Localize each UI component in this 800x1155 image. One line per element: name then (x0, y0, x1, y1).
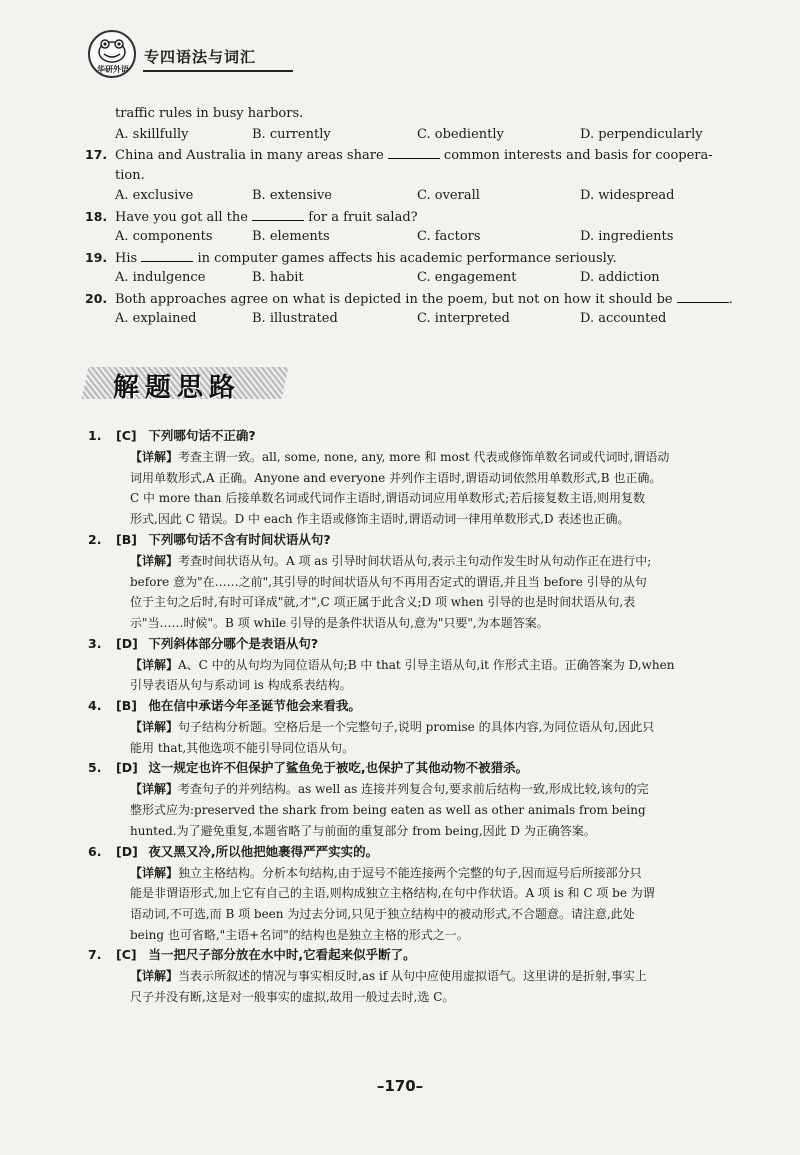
option-c: C. factors (417, 229, 481, 244)
option-b: B. extensive (252, 188, 332, 203)
detail-tag: 【详解】 (130, 782, 179, 797)
detail-line (130, 779, 738, 800)
detail-line: hunted.为了避免重复,本题省略了与前面的重复部分 from being,因此 D 为正确答案。 (130, 823, 596, 838)
answer-explanations (88, 426, 738, 1008)
detail-tag: 【详解】 (130, 553, 179, 568)
answer-detail (88, 655, 738, 696)
option-a: A. exclusive (115, 188, 194, 203)
answer-blank (388, 145, 440, 159)
q20-text-after: . (728, 291, 733, 307)
answer-blank (141, 248, 193, 262)
option-d: D. addiction (580, 270, 660, 285)
answer-question: 下列斜体部分哪个是表语从句? (148, 635, 319, 651)
answer-detail (88, 447, 738, 530)
q18-text-after: for a fruit salad? (308, 209, 418, 225)
answer-question: 当一把尺子部分放在水中时,它看起来似乎断了。 (148, 947, 416, 963)
answer-heading (88, 758, 738, 779)
answer-question: 夜又黑又冷,所以他把她裹得严严实实的。 (148, 843, 379, 859)
detail-line: 语动词,不可选,而 B 项 been 为过去分词,只见于独立结构中的被动形式,不合题意。请注意,此处 (130, 906, 635, 921)
option-d: D. perpendicularly (580, 126, 703, 142)
q20-options (95, 309, 735, 330)
detail-line (130, 717, 738, 738)
detail-line: being 也可省略,"主语+名词"的结构也是独立主格的形式之一。 (130, 927, 469, 942)
answer-question: 他在信中承诺今年圣诞节他会来看我。 (148, 698, 361, 714)
detail-line: 词用单数形式,A 正确。Anyone and everyone 并列作主语时,谓语动词依然用单数形式,B 也正确。 (130, 470, 662, 485)
answer-key: [D] (116, 635, 138, 651)
answer-number: 7. (88, 947, 102, 963)
detail-line (130, 655, 738, 676)
q17-line (85, 145, 735, 166)
option-a: A. components (115, 229, 213, 244)
q17-text-cont: tion. (115, 167, 145, 183)
option-b: B. elements (252, 229, 330, 244)
answer-number: 2. (88, 531, 102, 547)
detail-line (130, 966, 738, 987)
option-c: C. engagement (417, 270, 517, 285)
detail-line: 能是非谓语形式,加上它有自己的主语,则构成独立主格结构,在句中作状语。A 项 is 和 C 项 be 为谓 (130, 886, 655, 901)
detail-tag: 【详解】 (130, 450, 179, 464)
book-title: 专四语法与词汇 (144, 48, 257, 66)
answer-number: 5. (88, 760, 102, 776)
q18-options (95, 227, 735, 248)
option-a: A. explained (115, 311, 197, 326)
q17-cont-line (95, 166, 735, 187)
publisher-logo (88, 30, 136, 78)
answer-number: 1. (88, 428, 102, 443)
q18-line (85, 207, 735, 228)
header-rule (143, 70, 293, 72)
detail-line (130, 551, 738, 572)
option-a: A. indulgence (115, 270, 206, 285)
q20-text-before: Both approaches agree on what is depicted in the poem, but not on how it should be (115, 291, 673, 307)
question-number: 17. (85, 147, 108, 162)
q19-text (115, 248, 617, 270)
q18-text (115, 207, 418, 229)
answer-number: 3. (88, 635, 102, 651)
detail-line: 能用 that,其他选项不能引导同位语从句。 (130, 740, 355, 755)
q17-text-after: common interests and basis for coopera- (443, 148, 713, 163)
detail-line: before 意为"在……之前",其引导的时间状语从句不再用否定式的谓语,并且当 before 引导的从句 (130, 574, 647, 589)
answer-detail (88, 863, 738, 946)
answer-question: 这一规定也许不但保护了鲨鱼免于被吃,也保护了其他动物不被猎杀。 (148, 760, 529, 776)
detail-line: 示"当……时候"。B 项 while 引导的是条件状语从句,意为"只要",为本题答案。 (130, 615, 549, 630)
option-b: B. currently (252, 126, 331, 142)
answer-number: 6. (88, 843, 102, 859)
q16-options (95, 125, 735, 146)
answer-blank (252, 207, 304, 221)
q20-line (85, 289, 735, 310)
detail-line: 位于主句之后时,有时可译成"就,才",C 项正属于此含义;D 项 when 引导的也是时间状语从句,表 (130, 595, 636, 610)
detail-line: 整形式应为:preserved the shark from being eaten as well as other animals from being (130, 803, 646, 818)
q19-options (95, 268, 735, 289)
detail-tag: 【详解】 (130, 865, 179, 880)
detail-text: 考查时间状语从句。A 项 as 引导时间状语从句,表示主句动作发生时从句动作正在进行中; (178, 553, 652, 568)
option-c: C. obediently (417, 126, 504, 142)
answer-heading (88, 945, 738, 966)
option-d: D. accounted (580, 311, 667, 326)
option-d: D. widespread (580, 188, 675, 203)
q19-text-before: His (115, 250, 138, 266)
answer-key: [D] (116, 843, 138, 859)
detail-line (130, 447, 738, 468)
answer-detail (88, 966, 738, 1007)
option-a: A. skillfully (115, 126, 189, 142)
answer-key: [B] (116, 698, 137, 714)
answer-heading (88, 634, 738, 655)
detail-line (130, 863, 738, 884)
answer-heading (88, 842, 738, 863)
q19-text-after: in computer games affects his academic performance seriously. (197, 250, 617, 266)
detail-text: A、C 中的从句均为同位语从句;B 中 that 引导主语从句,it 作形式主语。正确答案为 D,when (178, 657, 675, 672)
q17-text (115, 145, 713, 167)
option-b: B. habit (252, 270, 304, 285)
detail-text: 考查主谓一致。all, some, none, any, more 和 most 代表或修饰单数名词或代词时,谓语动 (178, 450, 670, 464)
answer-heading (88, 426, 738, 447)
answer-key: [D] (116, 760, 138, 776)
answer-key: [C] (116, 947, 137, 963)
answer-question: 下列哪句话不正确? (148, 428, 256, 443)
question-number: 20. (85, 290, 108, 306)
answer-detail (88, 779, 738, 841)
q20-text (115, 289, 733, 311)
answer-question: 下列哪句话不含有时间状语从句? (148, 531, 331, 547)
answer-heading (88, 696, 738, 717)
answer-number: 4. (88, 698, 102, 714)
question-number: 18. (85, 208, 108, 224)
q16-tail-line (95, 104, 735, 125)
answer-key: [C] (116, 428, 137, 443)
q18-text-before: Have you got all the (115, 209, 248, 225)
detail-text: 当表示所叙述的情况与事实相反时,as if 从句中应使用虚拟语气。这里讲的是折射,事实上 (178, 969, 647, 984)
answer-key: [B] (116, 531, 137, 547)
detail-line: 形式,因此 C 错误。D 中 each 作主语或修饰主语时,谓语动词一律用单数形式,D 表述也正确。 (130, 512, 630, 527)
detail-text: 考查句子的并列结构。as well as 连接并列复合句,要求前后结构一致,形成比较,该句的完 (178, 782, 649, 797)
detail-tag: 【详解】 (130, 720, 179, 735)
option-c: C. interpreted (417, 311, 510, 326)
detail-line: 尺子并没有断,这是对一般事实的虚拟,故用一般过去时,选 C。 (130, 990, 455, 1005)
section-banner (85, 355, 285, 415)
detail-text: 独立主格结构。分析本句结构,由于逗号不能连接两个完整的句子,因而逗号后所接部分只 (178, 865, 642, 880)
q19-line (85, 248, 735, 269)
detail-line: C 中 more than 后接单数名词或代词作主语时,谓语动词应用单数形式;若后接复数主语,则用复数 (130, 491, 645, 506)
page-number: –170– (376, 1077, 424, 1095)
detail-tag: 【详解】 (130, 657, 179, 672)
page-header (88, 30, 288, 80)
detail-tag: 【详解】 (130, 969, 179, 984)
question-list (85, 104, 735, 330)
logo-text: 华研外语 (97, 65, 129, 74)
option-b: B. illustrated (252, 311, 338, 326)
q17-text-before: China and Australia in many areas share (115, 148, 384, 163)
answer-detail (88, 551, 738, 634)
option-d: D. ingredients (580, 229, 674, 244)
answer-heading (88, 530, 738, 551)
question-number: 19. (85, 249, 108, 265)
option-c: C. overall (417, 188, 480, 203)
section-title: 解题思路 (113, 373, 242, 403)
detail-text: 句子结构分析题。空格后是一个完整句子,说明 promise 的具体内容,为同位语从句,因此只 (178, 720, 655, 735)
answer-blank (677, 289, 729, 303)
q17-options (95, 186, 735, 207)
q16-tail: traffic rules in busy harbors. (115, 106, 304, 121)
answer-detail (88, 717, 738, 758)
detail-line: 引导表语从句与系动词 is 构成系表结构。 (130, 678, 352, 693)
